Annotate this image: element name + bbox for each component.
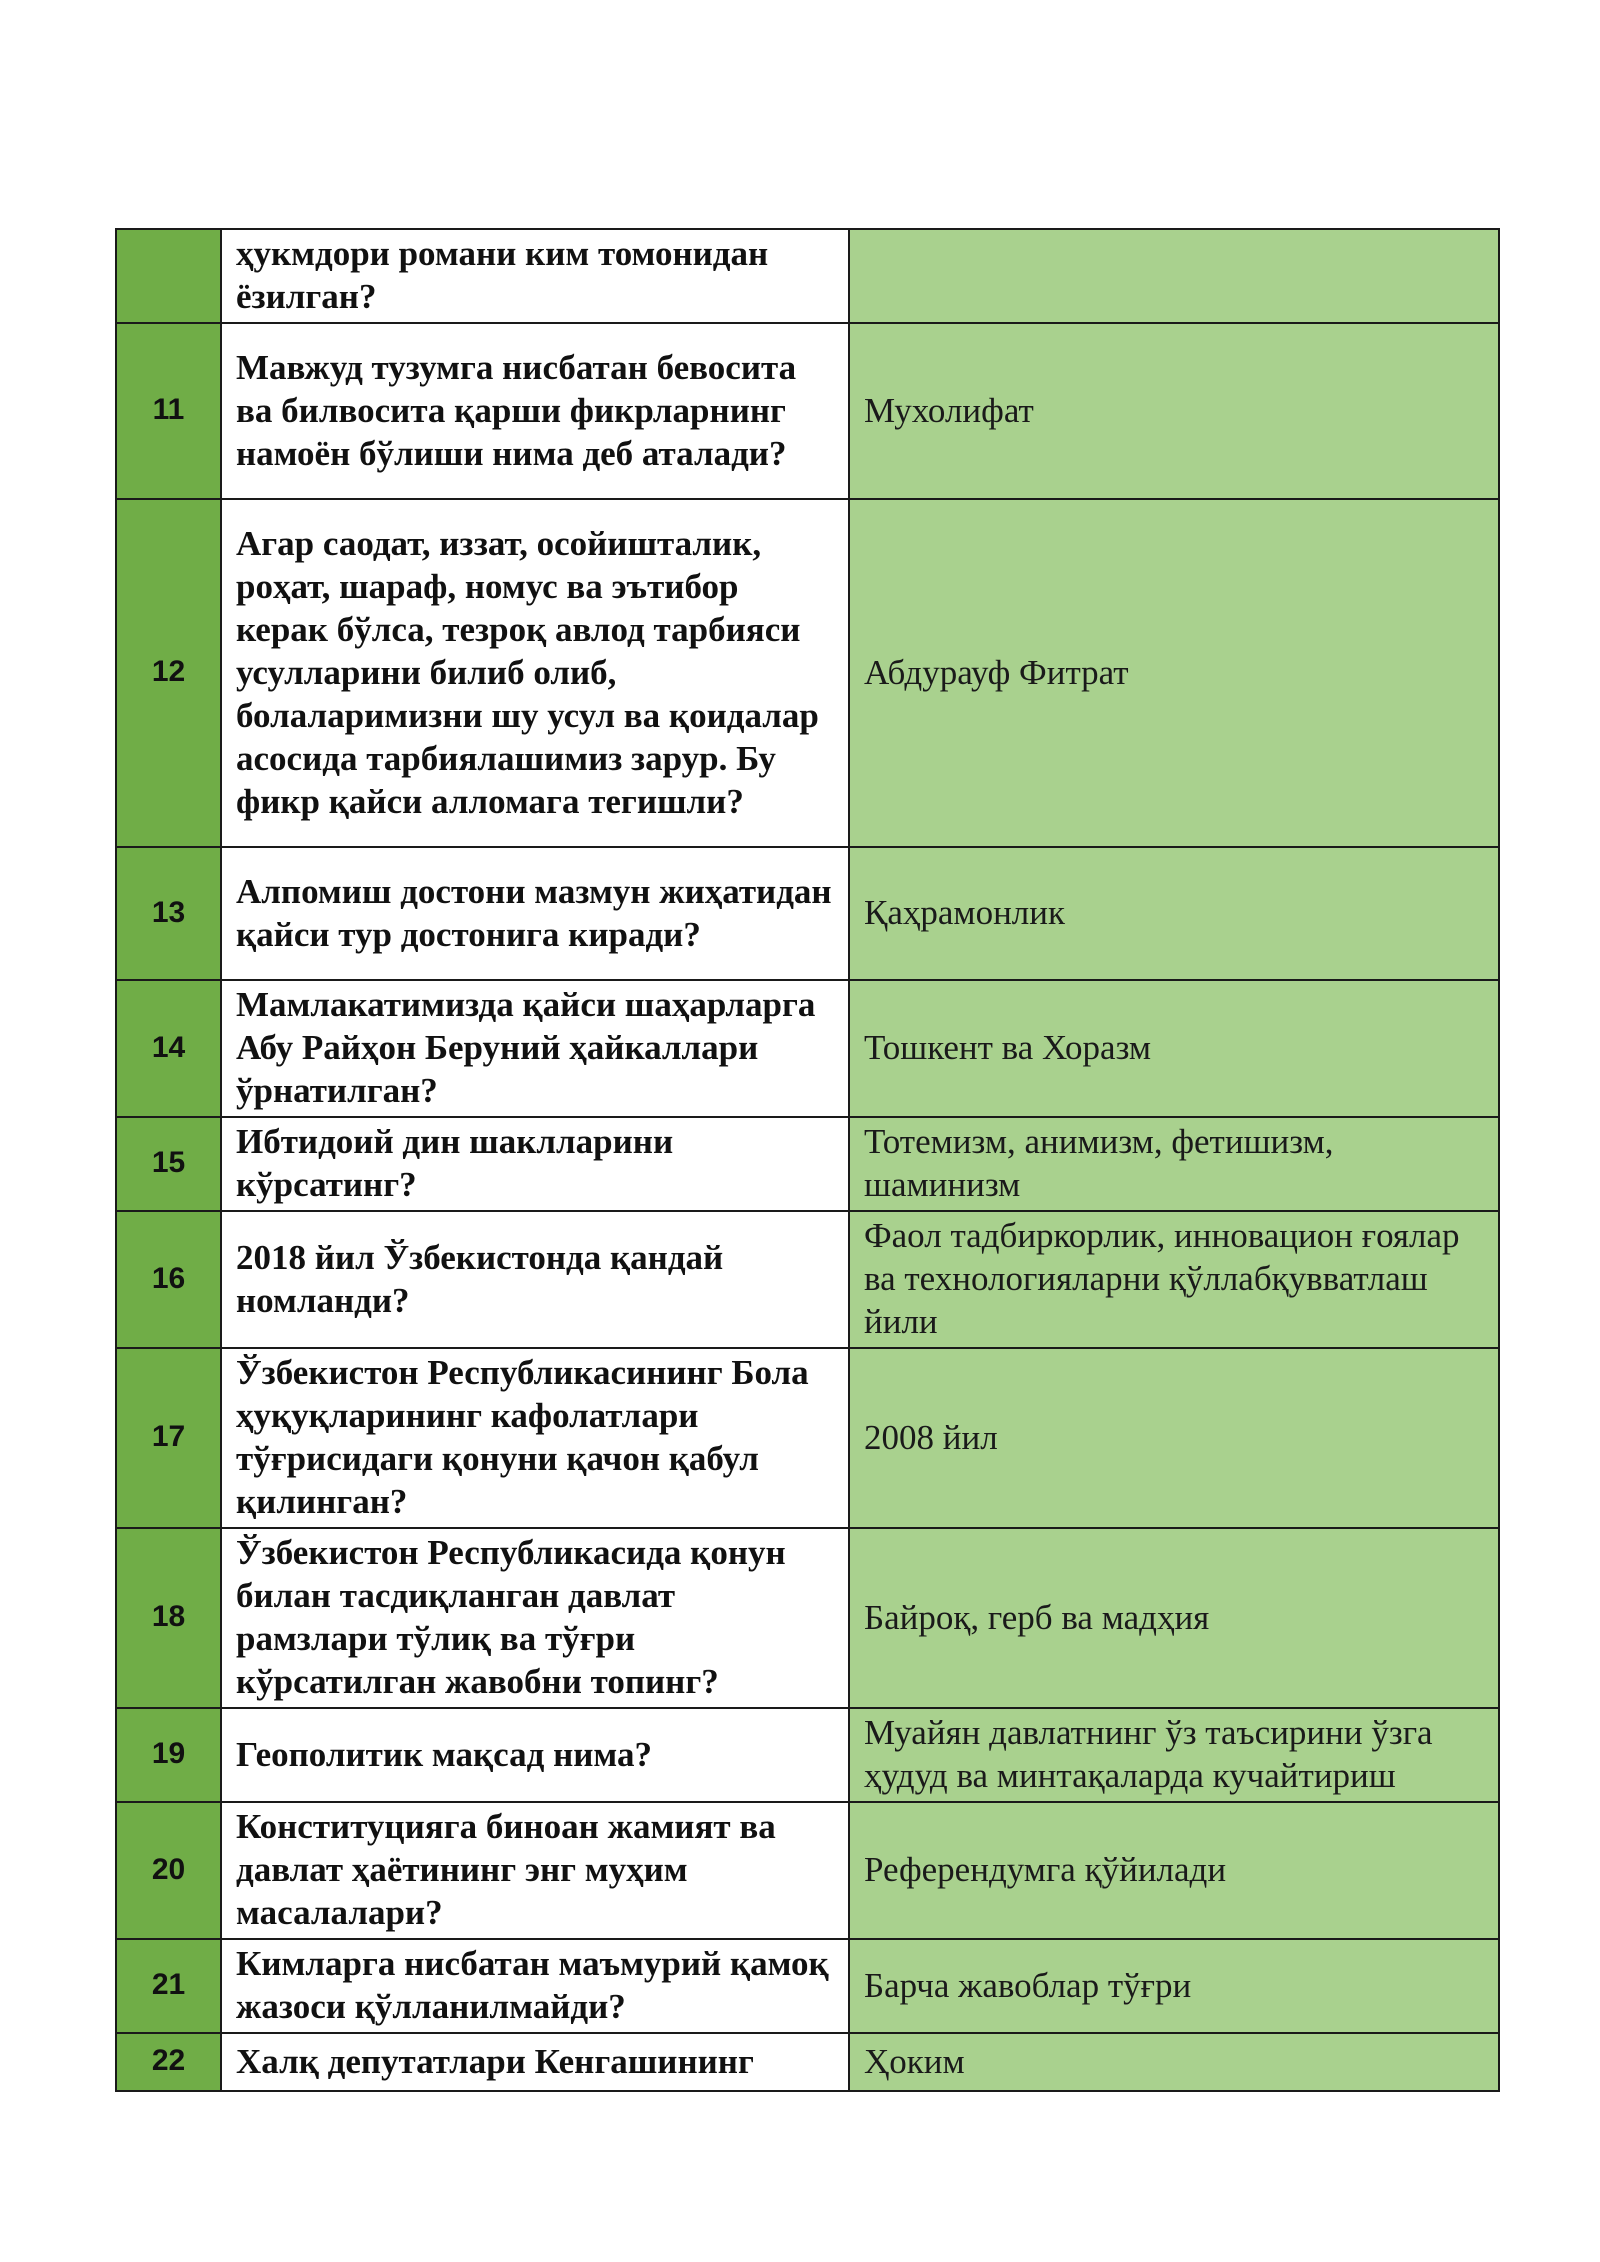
table-row [116,499,1499,847]
answer-cell: Абдурауф Фитрат [849,499,1499,847]
row-number: 22 [116,2033,221,2091]
row-number: 11 [116,323,221,499]
table-row [116,980,1499,1117]
table-row [116,1708,1499,1802]
answer-cell [849,229,1499,323]
row-number: 20 [116,1802,221,1939]
answer-cell: Мухолифат [849,323,1499,499]
table-row [116,847,1499,980]
answer-cell: 2008 йил [849,1348,1499,1528]
row-number: 18 [116,1528,221,1708]
table-row [116,1117,1499,1211]
row-number: 12 [116,499,221,847]
question-cell: Мавжуд тузумга нисбатан бевосита ва билвосита қарши фикрларнинг намоён бўлиши нима деб аталади? [221,323,849,499]
answer-cell: Ҳоким [849,2033,1499,2091]
answer-cell: Байроқ, герб ва мадҳия [849,1528,1499,1708]
question-cell: 2018 йил Ўзбекистонда қандай номланди? [221,1211,849,1348]
table-row [116,323,1499,499]
answer-cell: Референдумга қўйилади [849,1802,1499,1939]
question-cell: Конституцияга биноан жамият ва давлат ҳаётининг энг муҳим масалалари? [221,1802,849,1939]
table-row [116,229,1499,323]
row-number: 21 [116,1939,221,2033]
row-number: 19 [116,1708,221,1802]
table-row [116,1348,1499,1528]
row-number: 15 [116,1117,221,1211]
question-cell: Мамлакатимизда қайси шаҳарларга Абу Райҳон Беруний ҳайкаллари ўрнатилган? [221,980,849,1117]
qa-table [115,228,1500,2092]
question-cell: Геополитик мақсад нима? [221,1708,849,1802]
question-cell: Ўзбекистон Республикасида қонун билан тасдиқланган давлат рамзлари тўлиқ ва тўғри кўрсатилган жавобни топинг? [221,1528,849,1708]
answer-cell: Барча жавоблар тўғри [849,1939,1499,2033]
table-row [116,1528,1499,1708]
table-row [116,1939,1499,2033]
question-cell: Ўзбекистон Республикасининг Бола ҳуқуқларининг кафолатлари тўғрисидаги қонуни қачон қабул қилинган? [221,1348,849,1528]
answer-cell: Фаол тадбиркорлик, инновацион ғоялар ва технологияларни қўллабқувватлаш йили [849,1211,1499,1348]
row-number: 16 [116,1211,221,1348]
question-cell: Кимларга нисбатан маъмурий қамоқ жазоси қўлланилмайди? [221,1939,849,2033]
question-cell: ҳукмдори романи ким томонидан ёзилган? [221,229,849,323]
answer-cell: Тотемизм, анимизм, фетишизм, шаминизм [849,1117,1499,1211]
answer-cell: Тошкент ва Хоразм [849,980,1499,1117]
row-number: 17 [116,1348,221,1528]
row-number: 13 [116,847,221,980]
question-cell: Ибтидоий дин шаклларини кўрсатинг? [221,1117,849,1211]
row-number: 14 [116,980,221,1117]
row-number [116,229,221,323]
answer-cell: Қаҳрамонлик [849,847,1499,980]
answer-cell: Муайян давлатнинг ўз таъсирини ўзга ҳудуд ва минтақаларда кучайтириш [849,1708,1499,1802]
table-row [116,1802,1499,1939]
question-cell: Алпомиш достони мазмун жиҳатидан қайси тур достонига киради? [221,847,849,980]
table-row [116,2033,1499,2091]
question-cell: Агар саодат, иззат, осойишталик, роҳат, шараф, номус ва эътибор керак бўлса, тезроқ авлод тарбияси усулларини билиб олиб, болаларимизни шу усул ва қоидалар асосида тарбиялашимиз зарур. Бу фикр қайси алломага тегишли? [221,499,849,847]
question-cell: Халқ депутатлари Кенгашининг [221,2033,849,2091]
table-row [116,1211,1499,1348]
